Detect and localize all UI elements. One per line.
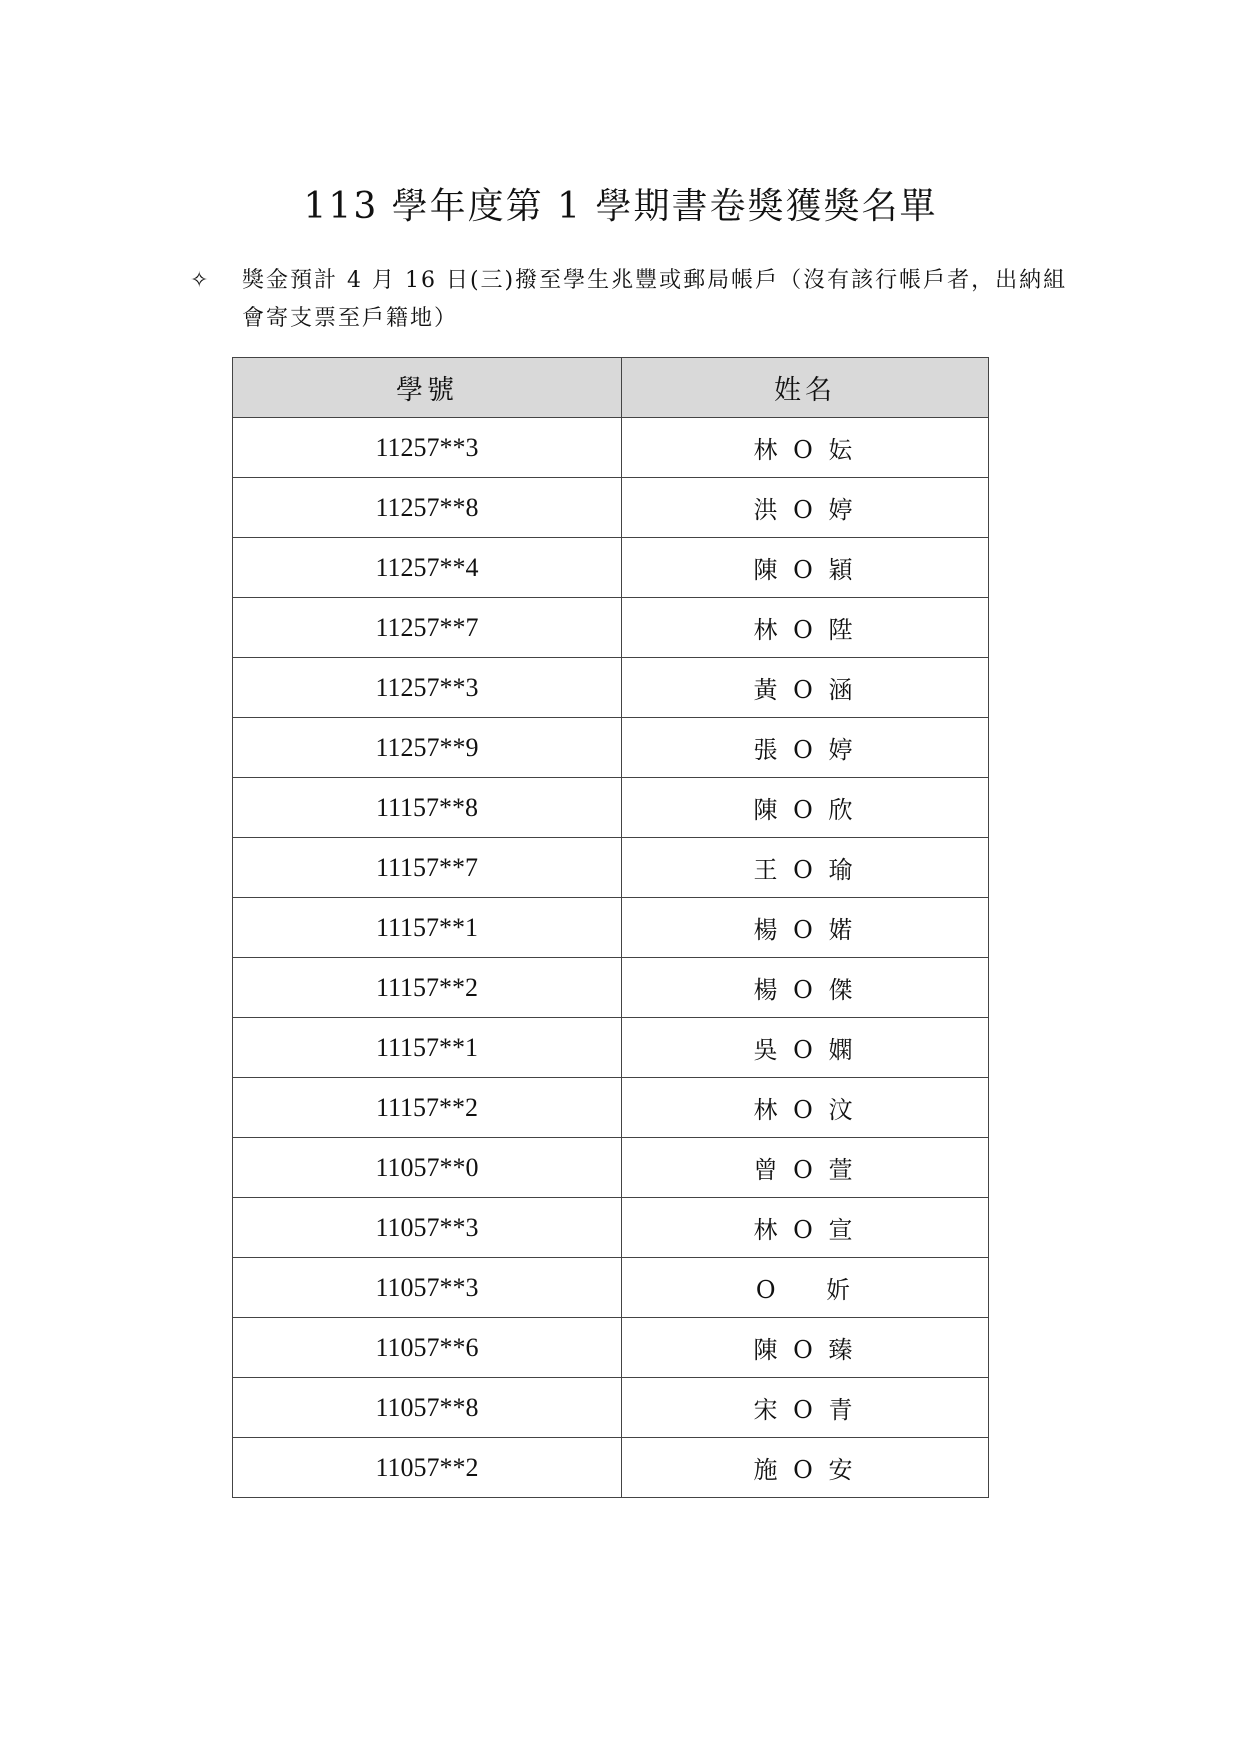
table-header-row	[233, 358, 989, 418]
student-name-cell: 林 O 陞	[622, 598, 989, 658]
table-row	[233, 478, 989, 538]
page-title: 113 學年度第 1 學期書卷獎獲獎名單	[303, 186, 938, 227]
student-id-cell: 11157**1	[233, 1018, 622, 1078]
student-id-cell: 11057**8	[233, 1378, 622, 1438]
student-name-cell: 陳 O 穎	[622, 538, 989, 598]
student-id-cell: 11157**2	[233, 1078, 622, 1138]
student-id-cell: 11057**0	[233, 1138, 622, 1198]
student-name-cell: 黃 O 涵	[622, 658, 989, 718]
table-row	[233, 1438, 989, 1498]
student-id-cell: 11257**7	[233, 598, 622, 658]
table-row	[233, 1138, 989, 1198]
student-name-cell: 洪 O 婷	[622, 478, 989, 538]
header-name: 姓名	[622, 358, 989, 418]
diamond-bullet-icon: ✧	[190, 268, 211, 293]
student-name-cell: 王 O 瑜	[622, 838, 989, 898]
table-row	[233, 778, 989, 838]
student-name-cell: 林 O 妘	[622, 418, 989, 478]
table-row	[233, 838, 989, 898]
student-name-cell: 張 O 婷	[622, 718, 989, 778]
student-id-cell: 11257**3	[233, 658, 622, 718]
student-name-cell: 林 O 宣	[622, 1198, 989, 1258]
student-name-cell: 施 O 安	[622, 1438, 989, 1498]
student-id-cell: 11257**9	[233, 718, 622, 778]
table-row	[233, 718, 989, 778]
student-id-cell: 11157**1	[233, 898, 622, 958]
student-name-cell: 曾 O 萱	[622, 1138, 989, 1198]
table-row	[233, 658, 989, 718]
table-row	[233, 898, 989, 958]
student-id-cell: 11057**3	[233, 1258, 622, 1318]
table-row	[233, 1198, 989, 1258]
table-row	[233, 1078, 989, 1138]
student-name-cell: 陳 O 臻	[622, 1318, 989, 1378]
table-row	[233, 418, 989, 478]
table-row	[233, 1018, 989, 1078]
student-id-cell: 11257**8	[233, 478, 622, 538]
student-name-cell: O 妡	[622, 1258, 989, 1318]
student-id-cell: 11257**4	[233, 538, 622, 598]
student-id-cell: 11057**6	[233, 1318, 622, 1378]
student-id-cell: 11057**2	[233, 1438, 622, 1498]
payment-note-text: 獎金預計 4 月 16 日(三)撥至學生兆豐或郵局帳戶（沒有該行帳戶者，出納組會寄支票至戶籍地）	[242, 268, 1068, 331]
student-name-cell: 楊 O 傑	[622, 958, 989, 1018]
table-row	[233, 538, 989, 598]
header-student-id: 學號	[233, 358, 622, 418]
table-row	[233, 598, 989, 658]
student-id-cell: 11057**3	[233, 1198, 622, 1258]
student-name-cell: 宋 O 青	[622, 1378, 989, 1438]
award-rows	[233, 418, 989, 1498]
table-row	[233, 1258, 989, 1318]
student-id-cell: 11257**3	[233, 418, 622, 478]
student-name-cell: 林 O 汶	[622, 1078, 989, 1138]
award-list-table	[232, 357, 989, 1498]
student-id-cell: 11157**2	[233, 958, 622, 1018]
table-row	[233, 1318, 989, 1378]
student-name-cell: 吳 O 嫻	[622, 1018, 989, 1078]
student-id-cell: 11157**7	[233, 838, 622, 898]
student-id-cell: 11157**8	[233, 778, 622, 838]
table-row	[233, 1378, 989, 1438]
payment-note	[190, 262, 1070, 338]
student-name-cell: 陳 O 欣	[622, 778, 989, 838]
student-name-cell: 楊 O 婼	[622, 898, 989, 958]
table-row	[233, 958, 989, 1018]
